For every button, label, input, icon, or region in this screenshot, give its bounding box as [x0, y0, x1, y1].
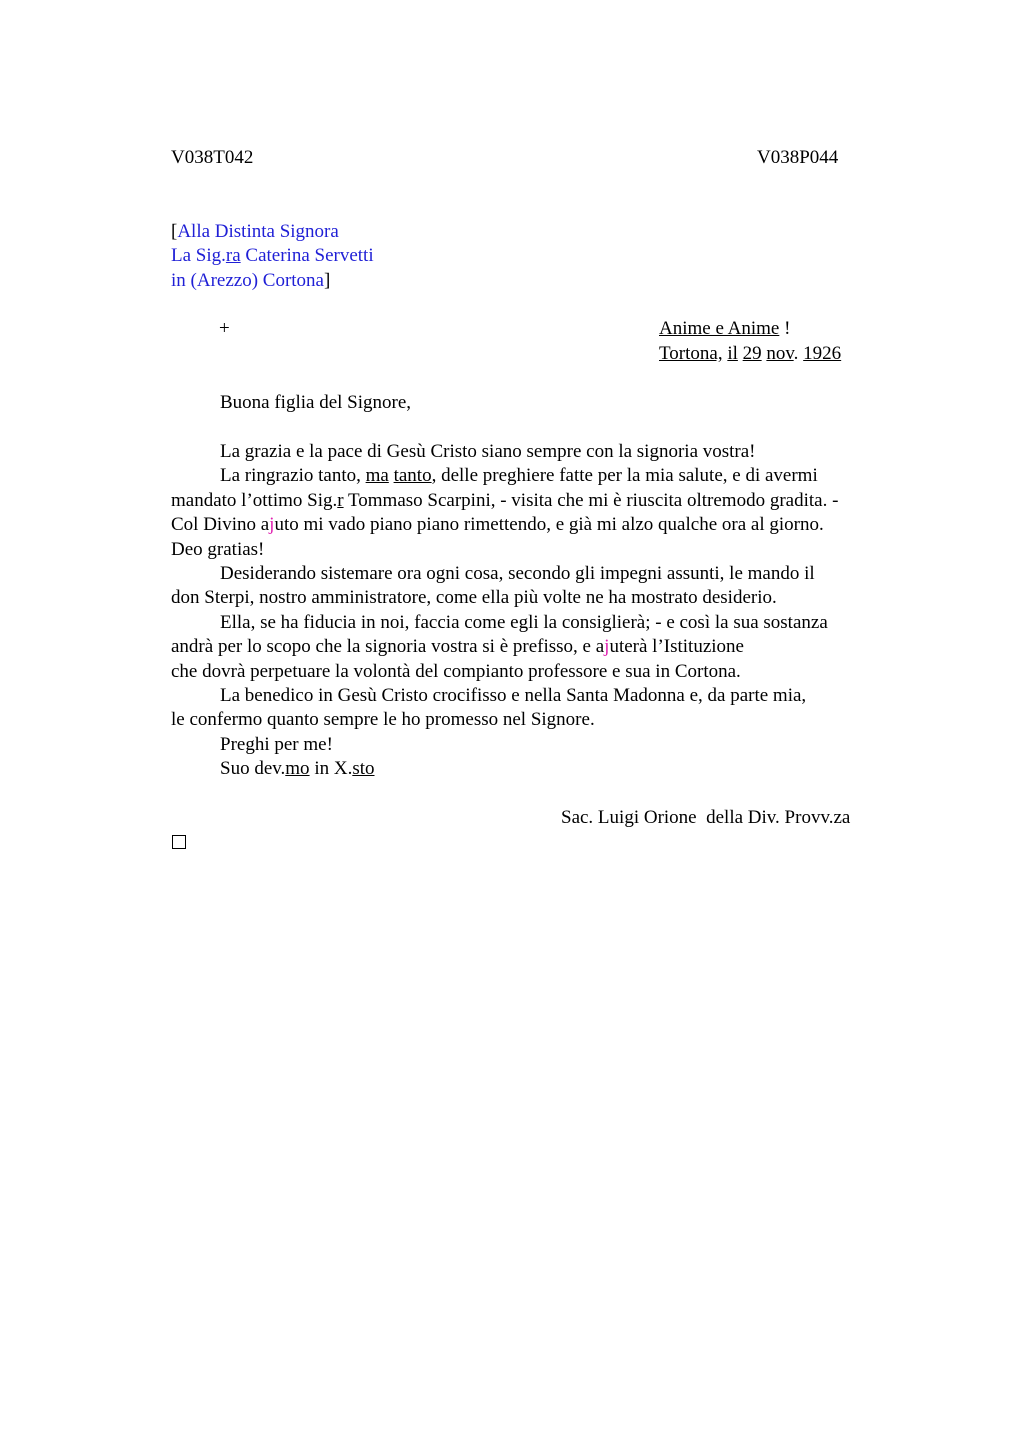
underlined-mo: mo: [285, 758, 310, 780]
document-code-right: V038P044: [757, 147, 839, 168]
paragraph-2-line-3: [171, 513, 911, 537]
dateline: [659, 342, 841, 366]
closing: [171, 757, 911, 781]
underlined-ma: ma: [365, 465, 389, 487]
end-marker-box: [172, 835, 186, 849]
date-dot: .: [793, 343, 799, 364]
text-run: Col Divino a: [171, 514, 270, 536]
date-day: 29: [742, 343, 762, 364]
address-line-3: [171, 269, 330, 293]
paragraph-4-line-1: Ella, se ha fiducia in noi, faccia come egli la consiglierà; - e così la sua sostanza: [220, 611, 828, 633]
address-line-2: [171, 244, 374, 268]
underlined-r: r: [337, 489, 344, 511]
signature: Sac. Luigi Orione della Div. Provv.za: [561, 807, 851, 828]
address-close-bracket: ]: [324, 270, 331, 291]
address-line-1: [171, 220, 339, 244]
motto-text: Anime e Anime: [659, 318, 780, 339]
text-run: mandato l’ottimo Sig.: [171, 489, 338, 511]
motto-punct: !: [779, 318, 791, 339]
paragraph-6: Preghi per me!: [220, 733, 333, 755]
date-il: il: [727, 343, 738, 364]
paragraph-3: [171, 562, 911, 611]
motto: [659, 317, 790, 341]
underlined-tanto: tanto: [393, 465, 432, 487]
address-open-bracket: [: [171, 221, 178, 242]
highlighted-j: j: [269, 514, 275, 536]
paragraph-4-line-3: che dovrà perpetuare la volontà del compianto professore e sua in Cortona.: [171, 660, 741, 682]
paragraph-3-line-2: don Sterpi, nostro amministratore, come ella più volte ne ha mostrato desiderio.: [171, 587, 777, 609]
text-run: , delle preghiere fatte per la mia salute, e di avermi: [431, 465, 818, 487]
paragraph-5-line-1: La benedico in Gesù Cristo crocifisso e nella Santa Madonna e, da parte mia,: [220, 685, 807, 707]
text-run: andrà per lo scopo che la signoria vostra si è prefisso, e a: [171, 636, 605, 658]
paragraph-2-line-4: Deo gratias!: [171, 538, 265, 560]
text-run: Tommaso Scarpini, - visita che mi è riuscita oltremodo gradita. -: [343, 489, 839, 511]
paragraph-2-line-2: [171, 489, 911, 513]
address-recipient-name: Caterina Servetti: [240, 245, 374, 266]
date-year: 1926: [803, 343, 842, 364]
paragraph-4: [171, 611, 911, 684]
paragraph-2: [171, 464, 911, 562]
document-code-left: V038T042: [171, 147, 254, 168]
text-run: uterà l’Istituzione: [609, 636, 744, 658]
date-month: nov: [766, 343, 794, 364]
text-run: Suo dev.: [220, 758, 286, 780]
paragraph-3-line-1: Desiderando sistemare ora ogni cosa, secondo gli impegni assunti, le mando il: [220, 563, 815, 585]
cross-symbol: +: [219, 318, 230, 339]
paragraph-1: La grazia e la pace di Gesù Cristo siano sempre con la signoria vostra!: [220, 441, 756, 462]
address-recipient-title: Alla Distinta Signora: [177, 221, 339, 242]
address-sig-prefix: La Sig.: [171, 245, 226, 266]
paragraph-2-line-1: [171, 464, 911, 488]
paragraph-4-line-2: [171, 635, 911, 659]
letter-body: [171, 440, 911, 782]
paragraph-5: [171, 684, 911, 733]
address-location: in (Arezzo) Cortona: [171, 270, 324, 291]
text-run: in X.: [309, 758, 353, 780]
address-sig-abbrev: ra: [225, 245, 241, 266]
highlighted-j: j: [604, 636, 610, 658]
underlined-sto: sto: [352, 758, 375, 780]
paragraph-5-line-2: le confermo quanto sempre le ho promesso nel Signore.: [171, 709, 595, 731]
text-run: La ringrazio tanto,: [220, 465, 366, 487]
text-run: uto mi vado piano piano rimettendo, e già mi alzo qualche ora al giorno.: [274, 514, 824, 536]
salutation: Buona figlia del Signore,: [220, 392, 412, 413]
date-city: Tortona,: [659, 343, 723, 364]
